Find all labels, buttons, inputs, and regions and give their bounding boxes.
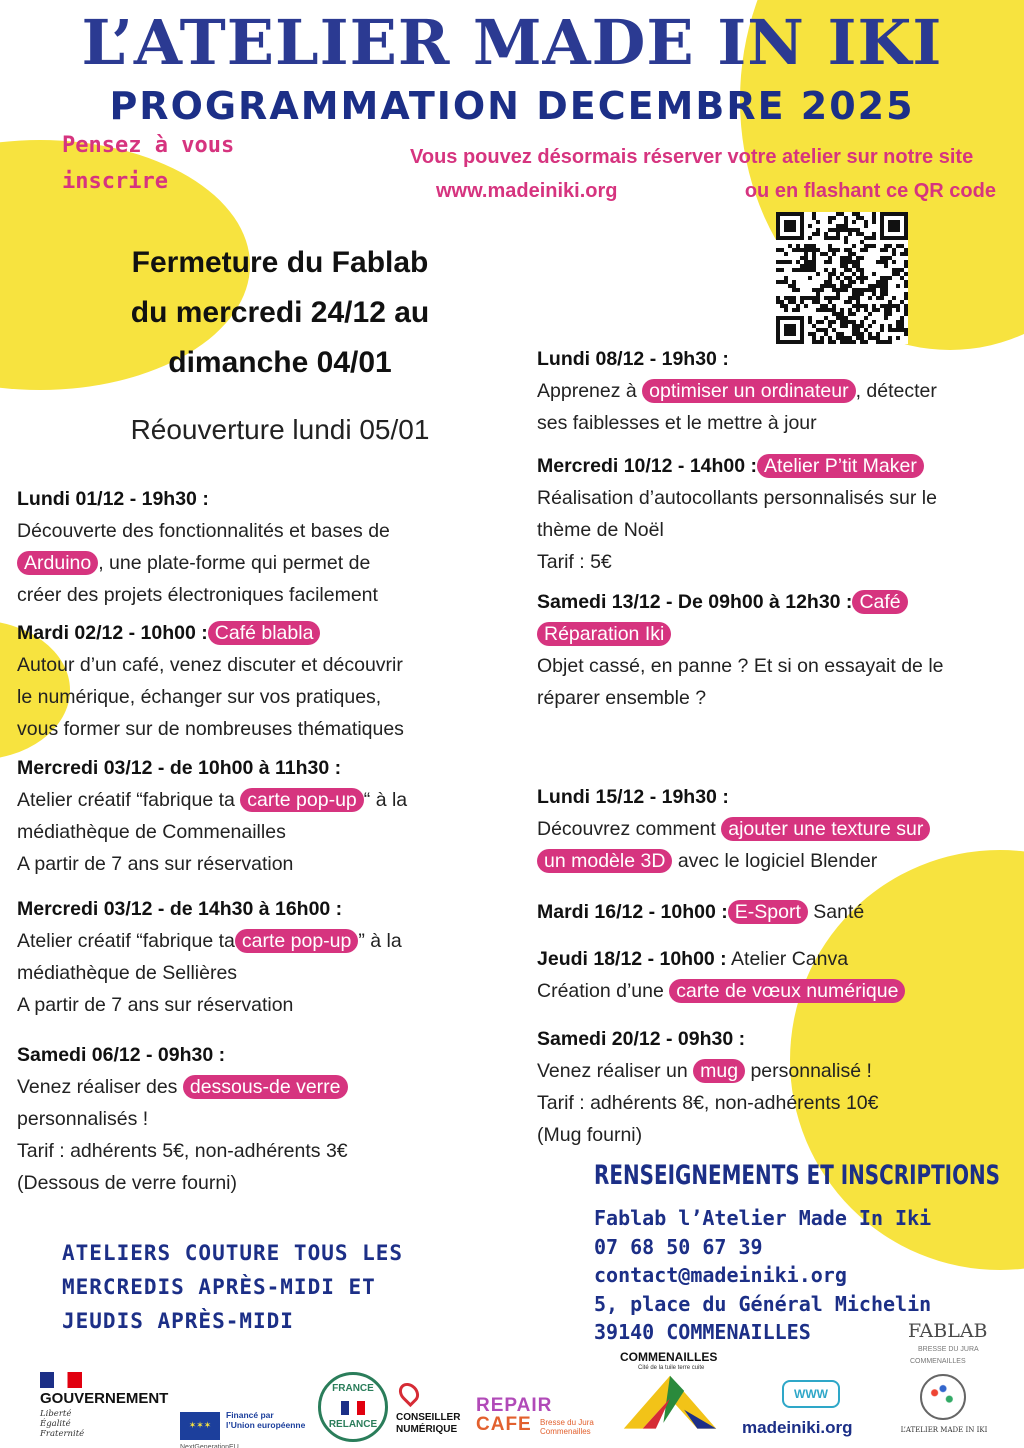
info-title: RENSEIGNEMENTS ET INSCRIPTIONS: [594, 1160, 1001, 1191]
event-heading: [17, 483, 507, 515]
roof-icon: [618, 1372, 722, 1438]
event-heading: [537, 343, 1017, 375]
event-heading: [537, 781, 1017, 813]
fablab-name: Fablab l’Atelier Made In Iki: [594, 1206, 932, 1230]
event-text: (Mug fourni): [537, 1124, 643, 1146]
event-text: Réalisation d’autocollants personnalisés sur le: [537, 487, 937, 509]
reopening-date: Réouverture lundi 05/01: [130, 414, 430, 445]
eu-logo: ✶✶✶ Financé par l’Union européenne NextGenerationEU: [180, 1410, 306, 1448]
event-heading-text: Santé: [807, 901, 865, 923]
event-text-line: [17, 515, 507, 547]
event-tag: Café: [852, 590, 907, 614]
marianne-flag-icon: [40, 1372, 82, 1388]
event-date: Mardi 16/12 - 10h00 :: [537, 901, 728, 923]
event-heading: [537, 586, 1017, 618]
couture-notice: ATELIERS COUTURE TOUS LES MERCREDIS APRÈS-MIDI ET JEUDIS APRÈS-MIDI: [62, 1241, 404, 1333]
event-date: Lundi 15/12 - 19h30 :: [537, 786, 729, 808]
event-date: Jeudi 18/12 - 10h00 :: [537, 948, 727, 970]
event-heading: [17, 1039, 507, 1071]
event-text-line: [537, 682, 1017, 714]
event-text: , détecter: [855, 380, 937, 402]
event-text: Venez réaliser un: [537, 1060, 694, 1082]
phone-number[interactable]: 07 68 50 67 39: [594, 1234, 763, 1259]
event-text: A partir de 7 ans sur réservation: [17, 994, 294, 1016]
event-item: [537, 1023, 1017, 1151]
event-text: Atelier créatif “fabrique ta: [17, 930, 235, 952]
event-text: avec le logiciel Blender: [672, 850, 878, 872]
repair-cafe-logo: REPAIR CAFE Bresse du Jura Commenailles: [476, 1395, 594, 1436]
event-text: Atelier créatif “fabrique ta: [17, 789, 241, 811]
event-text-line: [537, 1087, 1017, 1119]
event-text-line: [537, 1119, 1017, 1151]
event-item: [537, 586, 1017, 714]
website-link[interactable]: www.madeiniki.org: [436, 180, 618, 202]
event-item: [537, 450, 1017, 578]
event-text-line: [537, 650, 1017, 682]
event-heading: [17, 752, 507, 784]
event-tag: optimiser un ordinateur: [642, 379, 855, 403]
event-text: thème de Noël: [537, 519, 664, 541]
event-text-line: [537, 845, 1017, 877]
event-tag: Arduino: [17, 551, 98, 575]
event-date: Lundi 01/12 - 19h30 :: [17, 488, 209, 510]
event-date: Lundi 08/12 - 19h30 :: [537, 348, 729, 370]
event-text-line: [537, 1055, 1017, 1087]
flag-icon: [341, 1401, 365, 1415]
event-tag: Atelier P’tit Maker: [757, 454, 924, 478]
event-text-line: [17, 925, 507, 957]
website-logo[interactable]: WWW madeiniki.org: [742, 1380, 862, 1444]
booking-line: Vous pouvez désormais réserver votre atelier sur notre site: [410, 146, 974, 168]
event-text-line: [17, 547, 507, 579]
event-tag: un modèle 3D: [537, 849, 672, 873]
event-item: [537, 343, 1017, 439]
page-title: L’ATELIER MADE IN IKI: [81, 6, 943, 79]
page-subtitle: PROGRAMMATION DECEMBRE 2025: [109, 84, 915, 128]
event-item: [17, 752, 507, 880]
event-text-line: [17, 816, 507, 848]
event-tag: carte pop-up: [240, 788, 364, 812]
qr-instruction: ou en flashant ce QR code: [744, 180, 996, 202]
reminder-text: Pensez à vous inscrire: [62, 133, 235, 194]
brain-icon: [920, 1374, 966, 1420]
event-text-line: [17, 649, 507, 681]
event-text-line: [537, 975, 1017, 1007]
event-text-line: [537, 482, 1017, 514]
event-text: Tarif : 5€: [537, 551, 612, 573]
email-address[interactable]: contact@madeiniki.org: [594, 1263, 847, 1287]
event-heading: [537, 896, 1017, 928]
event-text-line: [17, 1071, 507, 1103]
event-text: personnalisés !: [17, 1108, 149, 1130]
france-relance-logo: FRANCE RELANCE: [318, 1372, 388, 1442]
event-text: créer des projets électroniques facilement: [17, 584, 378, 606]
event-text: ses faiblesses et le mettre à jour: [537, 412, 817, 434]
event-date: Mercredi 03/12 - de 10h00 à 11h30 :: [17, 757, 342, 779]
event-text-line: [537, 546, 1017, 578]
event-tag: Réparation Iki: [537, 622, 671, 646]
event-heading: [537, 943, 1017, 975]
booking-info: [404, 140, 1024, 208]
event-text-line: [537, 375, 1017, 407]
closure-notice: Fermeture du Fablab du mercredi 24/12 au dimanche 04/01: [130, 246, 430, 379]
event-text: (Dessous de verre fourni): [17, 1172, 238, 1194]
event-item: [17, 893, 507, 1021]
event-date: Samedi 13/12 - De 09h00 à 12h30 :: [537, 591, 853, 613]
event-heading: [537, 450, 1017, 482]
event-text-line: [17, 1135, 507, 1167]
eu-flag-icon: ✶✶✶: [180, 1412, 220, 1440]
fablab-logo: FABLAB BRESSE DU JURA COMMENAILLES: [908, 1320, 988, 1365]
event-heading: [537, 1023, 1017, 1055]
event-tag: carte pop-up: [235, 929, 359, 953]
event-text: personnalisé !: [745, 1060, 872, 1082]
event-text: médiathèque de Sellières: [17, 962, 238, 984]
event-text: Création d’une: [537, 980, 670, 1002]
event-text: ” à la: [358, 930, 402, 952]
event-text: médiathèque de Commenailles: [17, 821, 286, 843]
event-text: Découverte des fonctionnalités et bases de: [17, 520, 390, 542]
event-text: Apprenez à: [537, 380, 643, 402]
event-item: [17, 617, 507, 745]
location-pin-icon: [395, 1379, 423, 1407]
event-text-line: [17, 989, 507, 1021]
atelier-logo: L’ATELIER MADE IN IKI: [884, 1374, 1004, 1444]
event-text-line: [537, 514, 1017, 546]
event-text: “ à la: [363, 789, 408, 811]
event-text: vous former sur de nombreuses thématiques: [17, 718, 404, 740]
event-item: [17, 1039, 507, 1199]
event-text-line: [17, 1103, 507, 1135]
event-text: Tarif : adhérents 8€, non-adhérents 10€: [537, 1092, 879, 1114]
event-date: Samedi 20/12 - 09h30 :: [537, 1028, 746, 1050]
event-item: [537, 943, 1017, 1007]
event-text-line: [17, 848, 507, 880]
event-tag: dessous-de verre: [183, 1075, 348, 1099]
event-text-line: [17, 784, 507, 816]
commenailles-logo: COMMENAILLES Cité de la tuile terre cuite: [612, 1350, 732, 1444]
event-date: Mercredi 03/12 - de 14h30 à 16h00 :: [17, 898, 343, 920]
event-text: A partir de 7 ans sur réservation: [17, 853, 294, 875]
address-city: 39140 COMMENAILLES: [594, 1320, 811, 1344]
event-text: réparer ensemble ?: [537, 687, 707, 709]
event-item: [17, 483, 507, 611]
event-text: Venez réaliser des: [17, 1076, 183, 1098]
event-heading-text: Atelier Canva: [726, 948, 849, 970]
qr-code[interactable]: [776, 212, 908, 344]
event-heading: [17, 617, 507, 649]
conseiller-numerique-logo: CONSEILLER NUMÉRIQUE: [396, 1382, 466, 1442]
event-tag: carte de vœux numérique: [669, 979, 905, 1003]
event-date: Mercredi 10/12 - 14h00 :: [537, 455, 758, 477]
event-text: Objet cassé, en panne ? Et si on essayait de le: [537, 655, 944, 677]
contact-info: [594, 1204, 931, 1347]
event-text-line: [17, 681, 507, 713]
address-line: 5, place du Général Michelin: [594, 1291, 932, 1316]
event-text: , une plate-forme qui permet de: [98, 552, 371, 574]
event-text-line: [17, 1167, 507, 1199]
event-text: Découvrez comment: [537, 818, 722, 840]
event-tag: E-Sport: [728, 900, 808, 924]
event-text: le numérique, échanger sur vos pratiques,: [17, 686, 382, 708]
event-text-line: [537, 407, 1017, 439]
browser-icon: WWW: [782, 1380, 840, 1408]
event-date: Mardi 02/12 - 10h00 :: [17, 622, 208, 644]
event-item: [537, 781, 1017, 877]
event-text-line: [17, 957, 507, 989]
gouvernement-logo: GOUVERNEMENT Liberté Égalité Fraternité: [40, 1372, 190, 1442]
event-heading: [17, 893, 507, 925]
event-tag: Café blabla: [208, 621, 321, 645]
event-text-line: [537, 618, 1017, 650]
event-text: Tarif : adhérents 5€, non-adhérents 3€: [17, 1140, 348, 1162]
event-tag: mug: [693, 1059, 745, 1083]
event-text: Autour d’un café, venez discuter et découvrir: [17, 654, 403, 676]
event-text-line: [17, 713, 507, 745]
event-date: Samedi 06/12 - 09h30 :: [17, 1044, 226, 1066]
event-tag: ajouter une texture sur: [721, 817, 930, 841]
event-text-line: [537, 813, 1017, 845]
event-text-line: [17, 579, 507, 611]
event-item: [537, 896, 1017, 928]
